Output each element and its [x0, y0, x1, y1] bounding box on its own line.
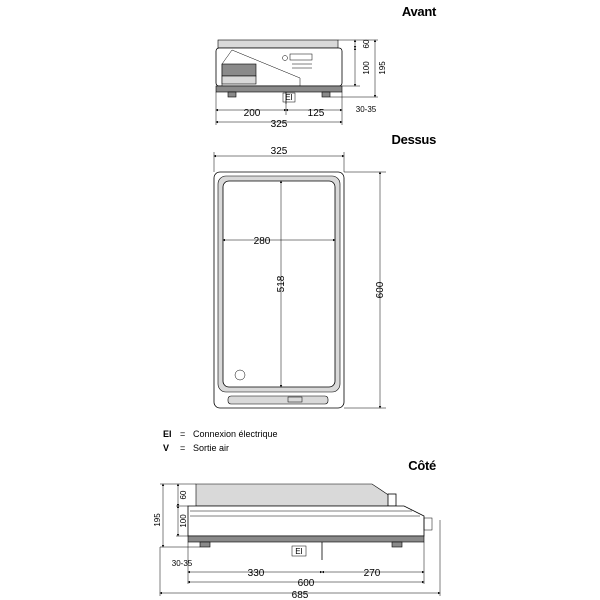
front-dim-60: 60	[362, 39, 371, 49]
front-drawer-base	[222, 76, 256, 84]
front-view-title: Avant	[401, 4, 436, 19]
front-view	[216, 4, 437, 130]
side-dim-685: 685	[291, 590, 309, 600]
side-top-plate	[196, 484, 390, 506]
side-dim-feet: 30-35	[171, 559, 193, 568]
legend-item	[163, 429, 278, 439]
front-foot-right	[322, 92, 330, 97]
top-dim-518: 518	[276, 275, 287, 293]
front-top-plate	[218, 40, 338, 48]
legend-code: EI	[163, 429, 172, 439]
top-dim-325: 325	[270, 146, 288, 157]
side-dim-600: 600	[297, 578, 315, 589]
side-ei-tag: EI	[295, 547, 303, 556]
legend-eq: =	[180, 443, 186, 453]
top-dim-600: 600	[375, 281, 386, 299]
legend-eq: =	[180, 429, 186, 439]
side-dim-60: 60	[179, 490, 188, 500]
side-dim-195: 195	[153, 513, 162, 527]
side-dim-270: 270	[363, 568, 381, 579]
front-dim-325: 325	[270, 119, 288, 130]
side-view-title: Côté	[408, 458, 436, 473]
side-base	[188, 536, 424, 542]
front-dim-100: 100	[362, 61, 371, 75]
legend-code: V	[163, 443, 170, 453]
front-base	[216, 86, 342, 92]
top-view-title: Dessus	[391, 132, 436, 147]
front-dim-125: 125	[307, 108, 325, 119]
side-dim-330: 330	[247, 568, 265, 579]
front-foot-left	[228, 92, 236, 97]
top-dim-280: 280	[253, 236, 271, 247]
side-dim-100: 100	[179, 514, 188, 528]
side-body	[188, 506, 424, 536]
side-foot-left	[200, 542, 210, 547]
top-view	[214, 132, 436, 408]
top-control-strip	[228, 396, 328, 404]
front-dim-195: 195	[378, 61, 387, 75]
side-view	[153, 458, 440, 600]
side-foot-right	[392, 542, 402, 547]
front-drawer	[222, 64, 256, 76]
legend-item	[163, 443, 229, 453]
front-dim-feet: 30-35	[355, 105, 377, 114]
legend-label: Connexion électrique	[193, 429, 278, 439]
legend-label: Sortie air	[193, 443, 230, 453]
front-dim-200: 200	[243, 108, 261, 119]
legend	[163, 429, 278, 453]
front-ei-tag: EI	[285, 93, 293, 102]
